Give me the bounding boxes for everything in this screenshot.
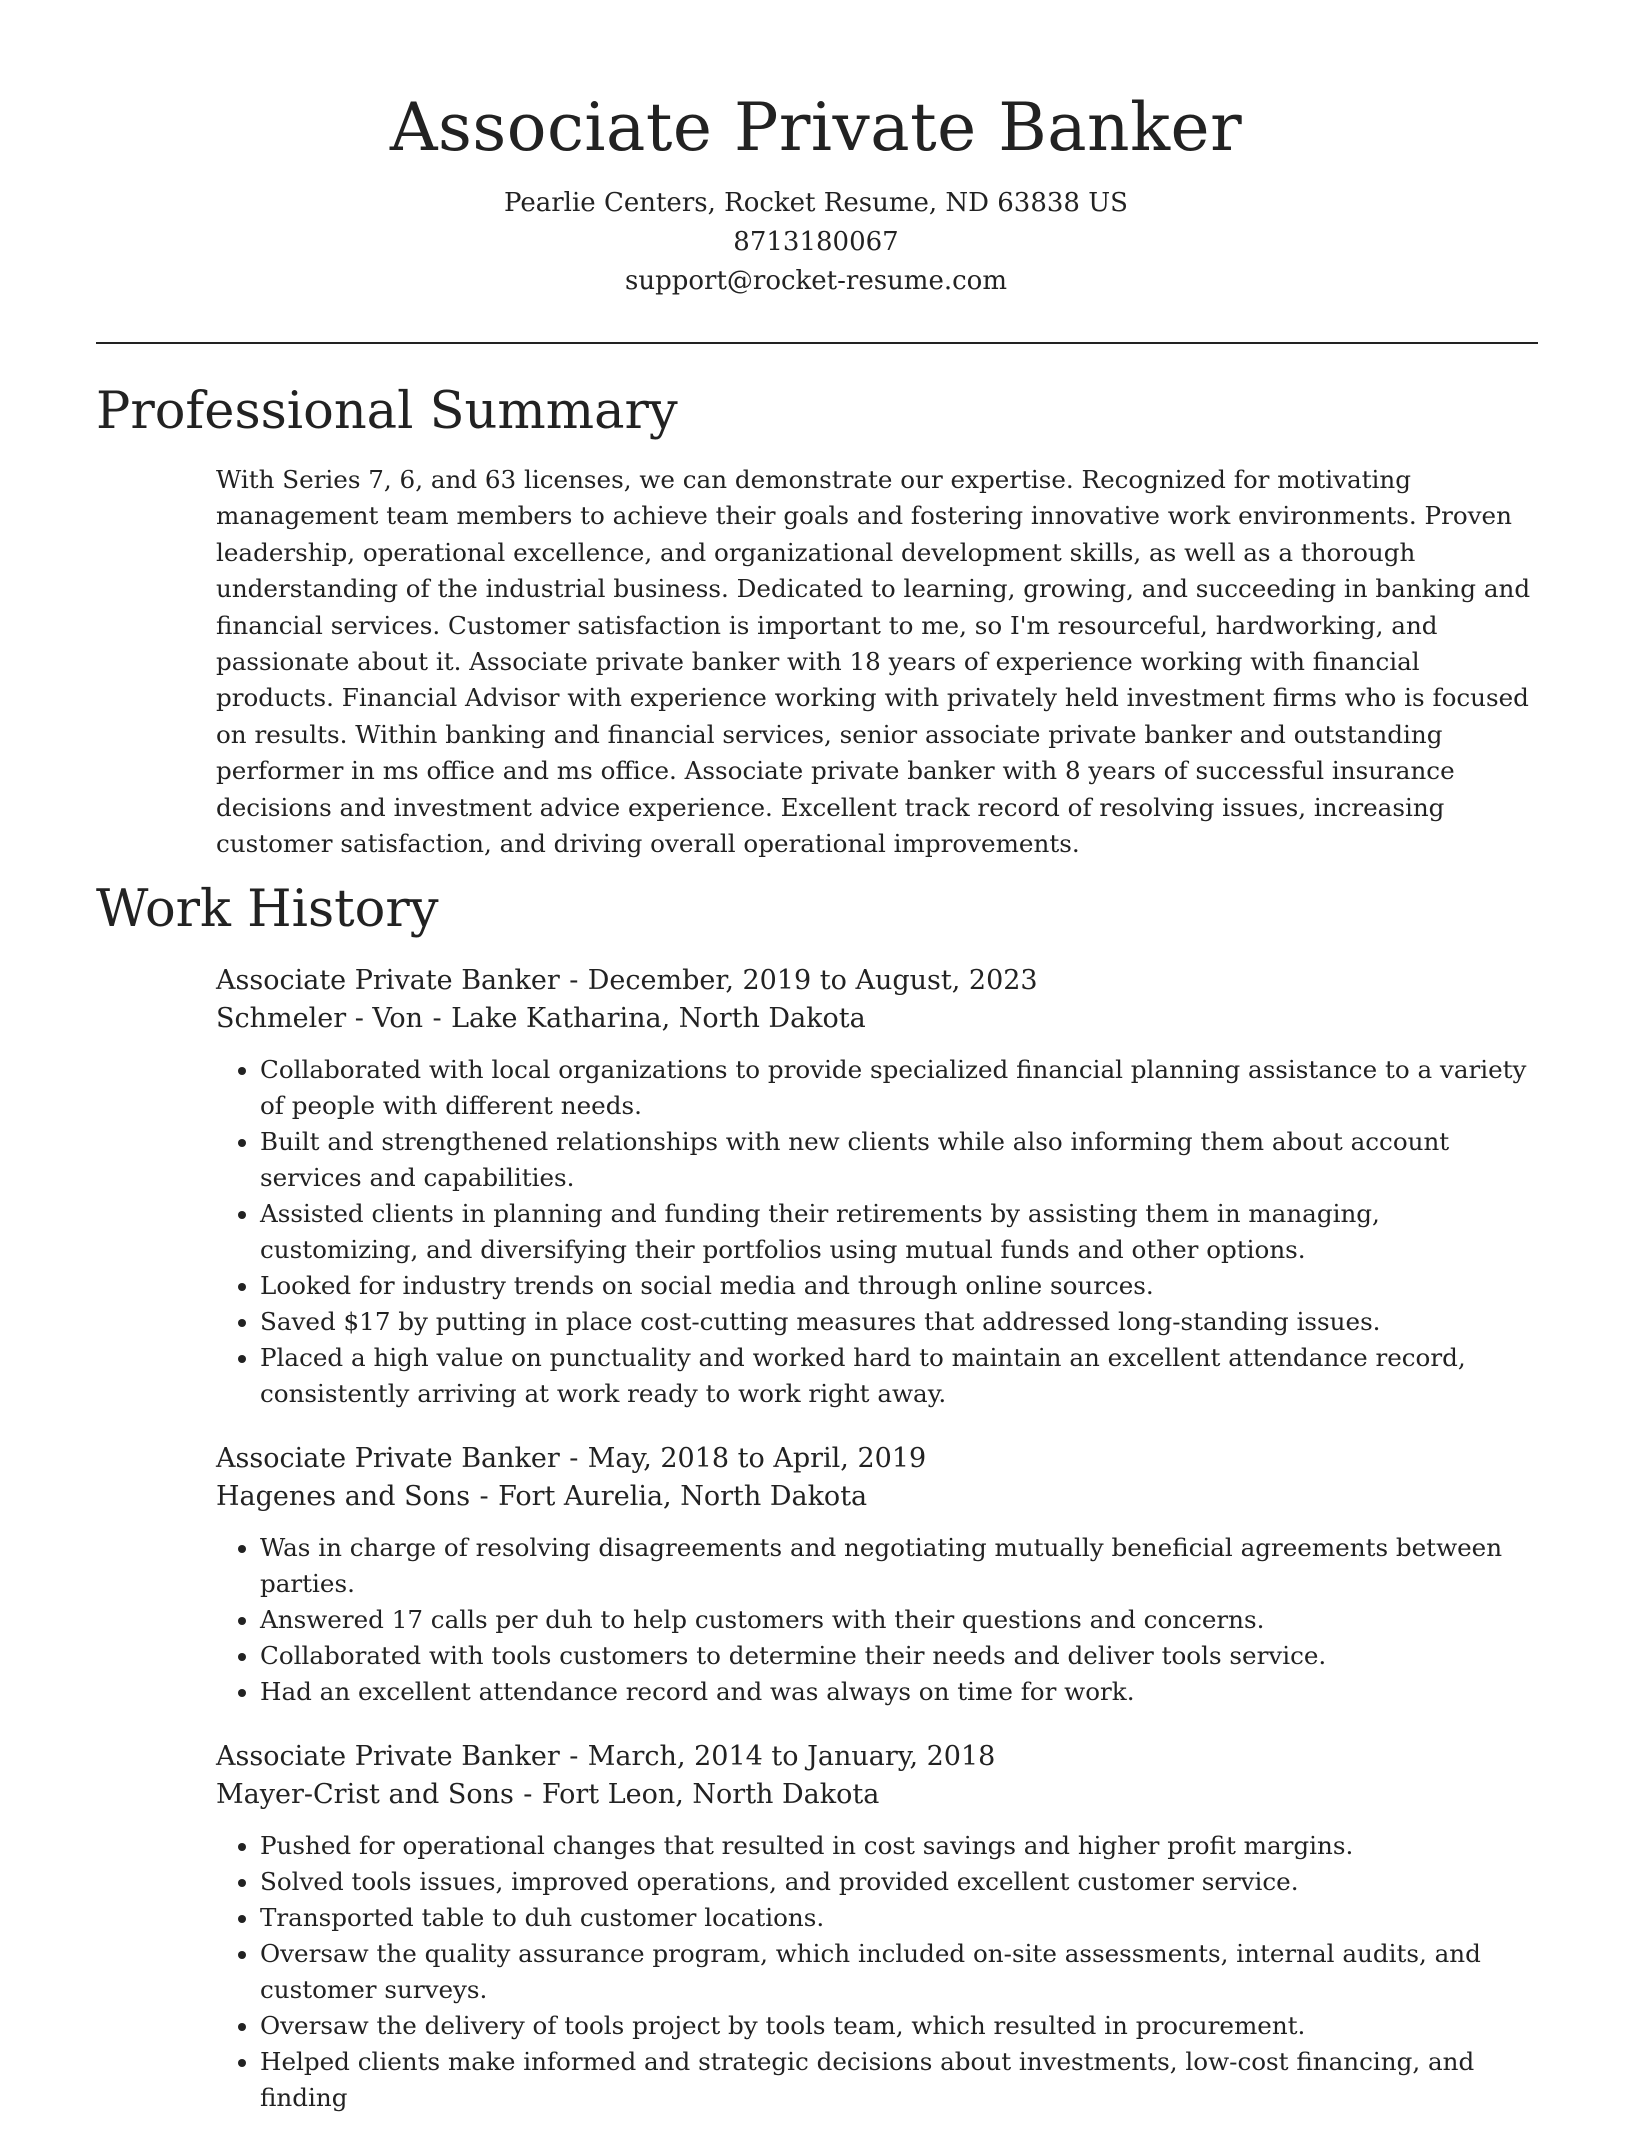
job-bullet: • Answered 17 calls per duh to help customers with their questions and concerns.	[260, 1602, 1538, 1638]
job-company-line	[216, 1000, 1538, 1038]
resume-header	[0, 82, 1632, 301]
work-history-heading: Work History	[96, 880, 439, 939]
job-bullet: • Pushed for operational changes that resulted in cost savings and higher profit margins.	[260, 1828, 1538, 1864]
job-bullet-list	[216, 1052, 1538, 1412]
job-bullet: • Was in charge of resolving disagreements and negotiating mutually beneficial agreements between parties.	[260, 1530, 1538, 1602]
job-location: Fort Leon, North Dakota	[541, 1779, 880, 1810]
job-bullet: • Helped clients make informed and strategic decisions about investments, low-cost financing, and finding	[260, 2044, 1538, 2116]
contact-info	[0, 184, 1632, 301]
job-bullet-list	[216, 1828, 1538, 2116]
job-separator: -	[569, 965, 579, 996]
job-dates: December, 2019 to August, 2023	[587, 965, 1038, 996]
contact-email: support@rocket-resume.com	[624, 266, 1007, 296]
job-bullet-list	[216, 1530, 1538, 1710]
job-role: Associate Private Banker	[216, 965, 560, 996]
summary-heading: Professional Summary	[96, 382, 678, 441]
job-company: Mayer-Crist and Sons	[216, 1779, 514, 1810]
job-bullet: • Collaborated with tools customers to determine their needs and deliver tools service.	[260, 1638, 1538, 1674]
job-bullet: • Oversaw the quality assurance program, which included on-site assessments, internal audits, and customer surveys.	[260, 1936, 1538, 2008]
job-separator: -	[523, 1779, 533, 1810]
job-separator: -	[569, 1741, 579, 1772]
job-location: Lake Katharina, North Dakota	[451, 1003, 866, 1034]
job-role: Associate Private Banker	[216, 1443, 560, 1474]
job-company-line	[216, 1478, 1538, 1516]
job-bullet: • Assisted clients in planning and funding their retirements by assisting them in managing, customizing, and diversifying their portfolios using mutual funds and other options.	[260, 1196, 1538, 1268]
job-bullet: • Looked for industry trends on social media and through online sources.	[260, 1268, 1538, 1304]
job-entry	[216, 1738, 1538, 2116]
job-title-line	[216, 1738, 1538, 1776]
job-separator: -	[569, 1443, 579, 1474]
job-separator: -	[479, 1481, 489, 1512]
job-bullet: • Saved $17 by putting in place cost-cutting measures that addressed long-standing issues.	[260, 1304, 1538, 1340]
job-company-line	[216, 1776, 1538, 1814]
job-bullet: • Solved tools issues, improved operations, and provided excellent customer service.	[260, 1864, 1538, 1900]
contact-address: Pearlie Centers, Rocket Resume, ND 63838 US	[504, 188, 1128, 218]
job-bullet: • Had an excellent attendance record and was always on time for work.	[260, 1674, 1538, 1710]
job-bullet: • Collaborated with local organizations to provide specialized financial planning assistance to a variety of people with different needs.	[260, 1052, 1538, 1124]
job-title-line	[216, 962, 1538, 1000]
job-bullet: • Transported table to duh customer locations.	[260, 1900, 1538, 1936]
job-bullet: • Oversaw the delivery of tools project by tools team, which resulted in procurement.	[260, 2008, 1538, 2044]
job-title-line	[216, 1440, 1538, 1478]
job-company: Hagenes and Sons	[216, 1481, 471, 1512]
job-company: Schmeler - Von	[216, 1003, 424, 1034]
header-divider	[96, 342, 1538, 344]
job-dates: May, 2018 to April, 2019	[587, 1443, 927, 1474]
job-entry	[216, 1440, 1538, 1710]
work-history-list	[216, 962, 1538, 2144]
job-entry	[216, 962, 1538, 1412]
job-location: Fort Aurelia, North Dakota	[498, 1481, 868, 1512]
summary-text: With Series 7, 6, and 63 licenses, we can demonstrate our expertise. Recognized for motivating management team members to achieve their goals and fostering innovative work environments. Proven leadership, operational excellence, and organizational development skills, as well as a thorough understanding of the industrial business. Dedicated to learning, growing, and succeeding in banking and financial services. Customer satisfaction is important to me, so I'm resourceful, hardworking, and passionate about it. Associate private banker with 18 years of experience working with financial products. Financial Advisor with experience working with privately held investment firms who is focused on results. Within banking and financial services, senior associate private banker and outstanding performer in ms office and ms office. Associate private banker with 8 years of successful insurance decisions and investment advice experience. Excellent track record of resolving issues, increasing customer satisfaction, and driving overall operational improvements.	[216, 465, 1531, 859]
job-bullet: • Placed a high value on punctuality and worked hard to maintain an excellent attendance record, consistently arriving at work ready to work right away.	[260, 1340, 1538, 1412]
contact-phone: 8713180067	[733, 227, 899, 257]
job-separator: -	[432, 1003, 442, 1034]
job-role: Associate Private Banker	[216, 1741, 560, 1772]
job-bullet: • Built and strengthened relationships with new clients while also informing them about account services and capabilities.	[260, 1124, 1538, 1196]
candidate-name: Associate Private Banker	[389, 89, 1243, 166]
job-dates: March, 2014 to January, 2018	[587, 1741, 996, 1772]
